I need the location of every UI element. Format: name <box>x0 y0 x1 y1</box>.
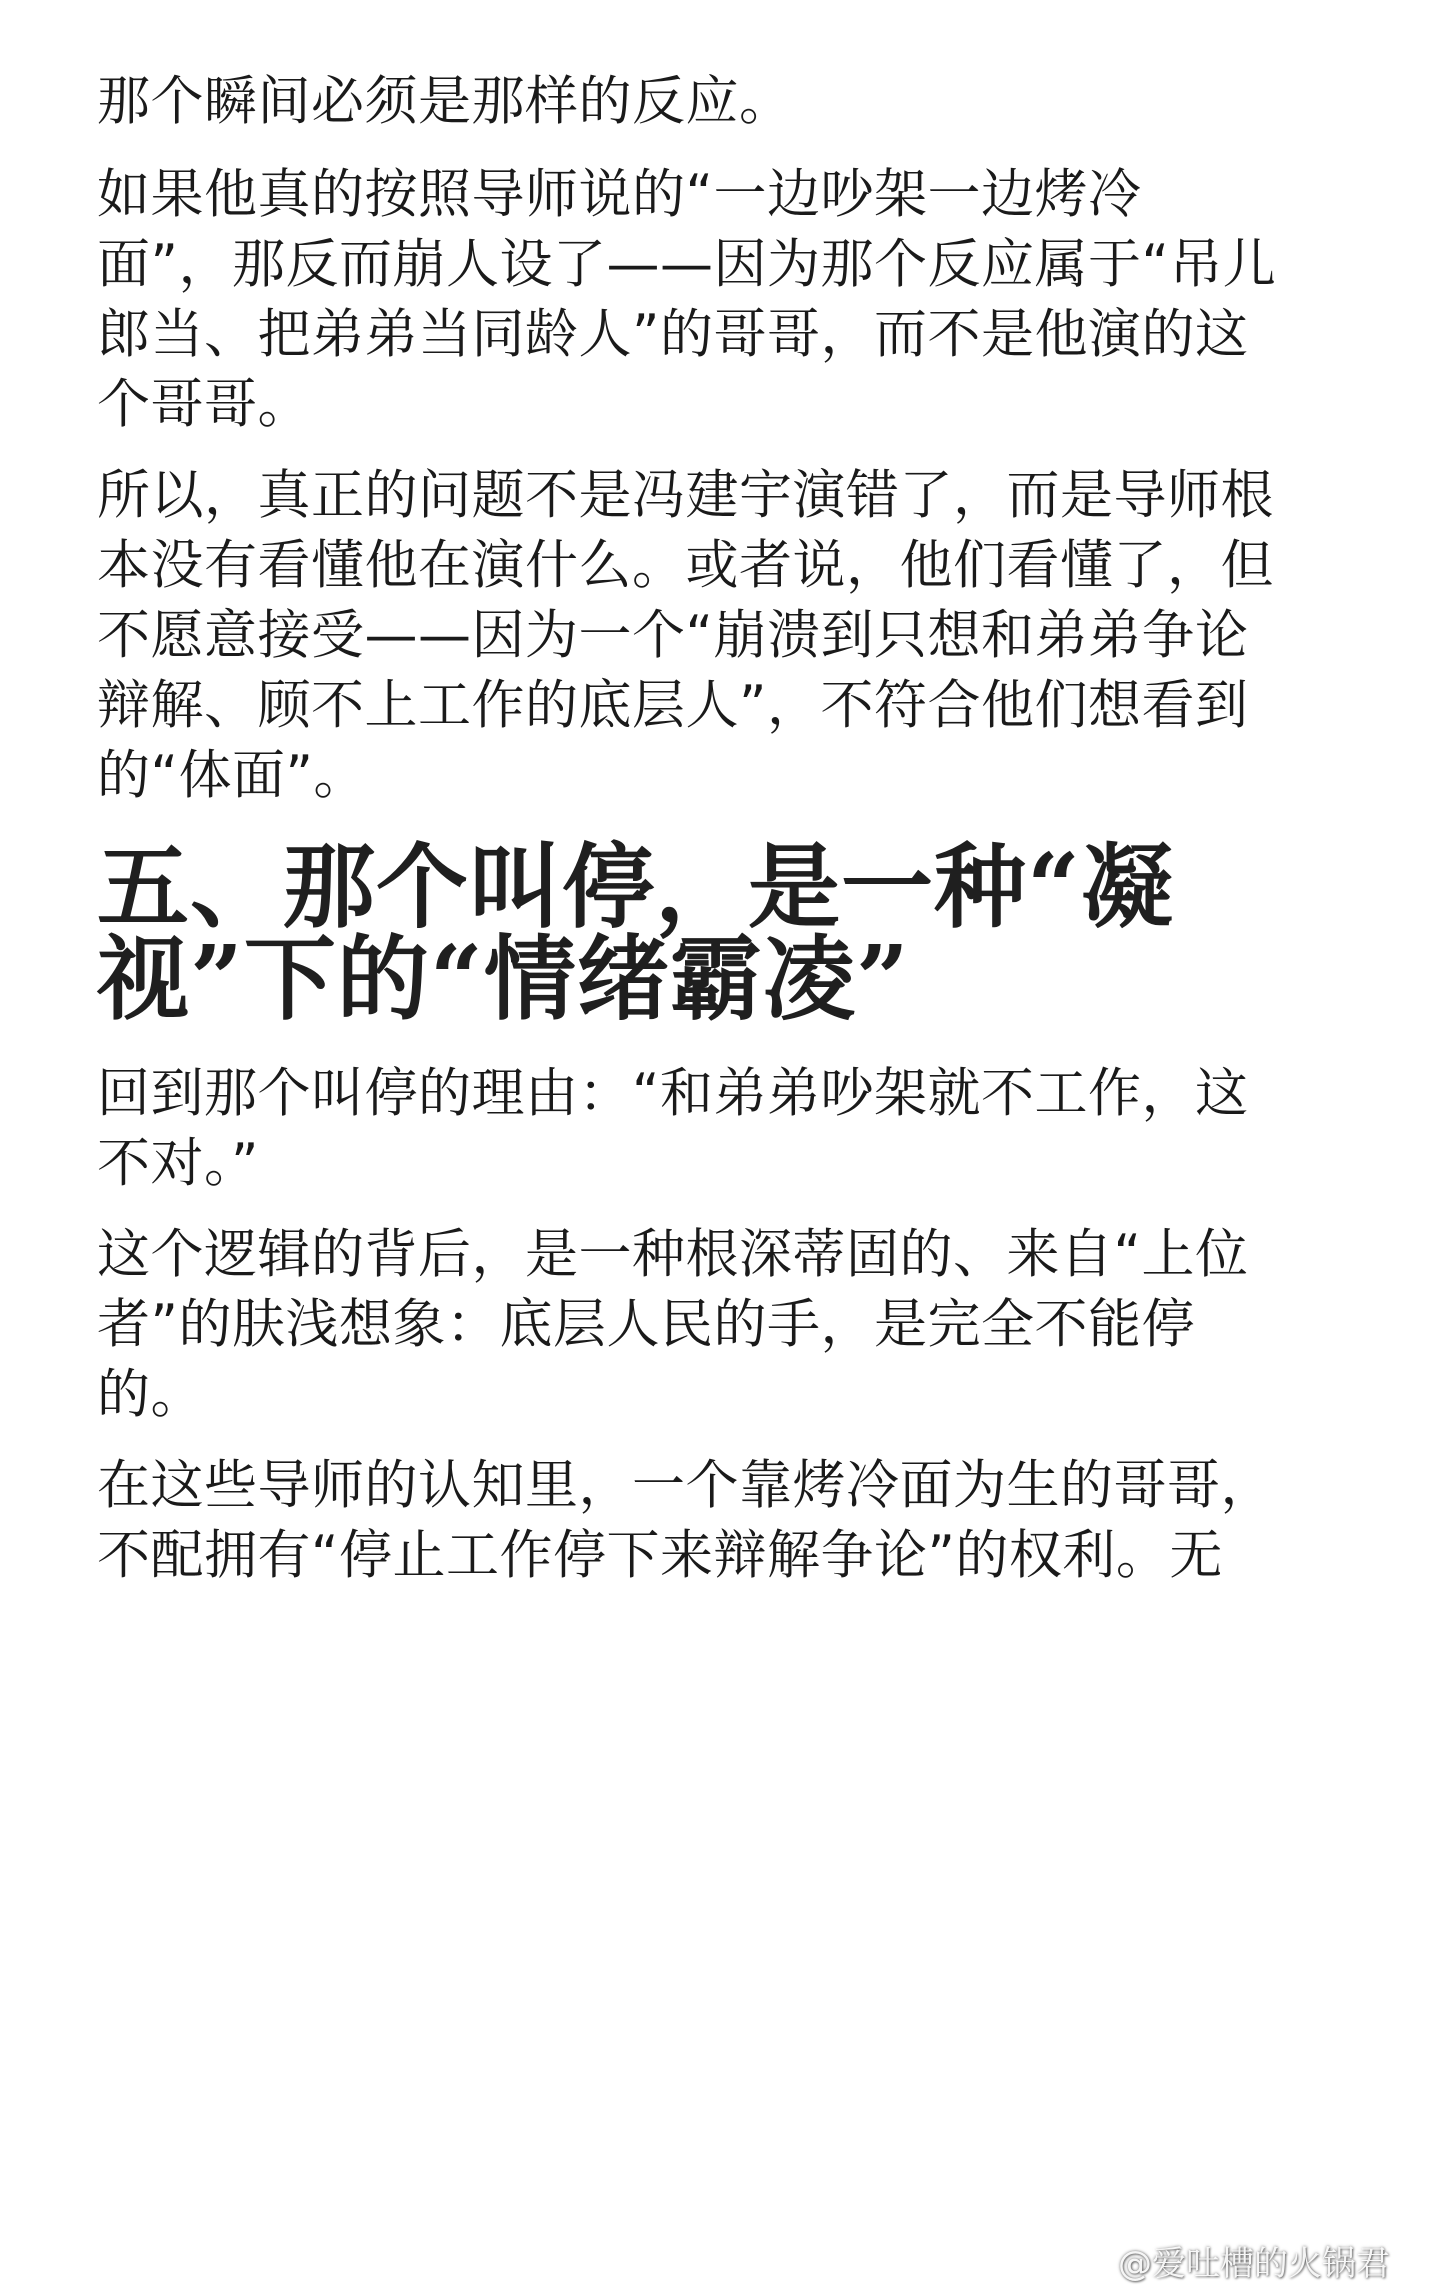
paragraph-4-line-2: 不对。” <box>97 1133 259 1194</box>
paragraph-6-line-1: 在这些导师的认知里，一个靠烤冷面为生的哥哥， <box>97 1455 1274 1516</box>
section-heading-line-1: 五、那个叫停，是一种“凝 <box>97 833 1174 941</box>
paragraph-3-line-5: 的“体面”。 <box>97 745 367 806</box>
paragraph-3-line-2: 本没有看懂他在演什么。或者说，他们看懂了，但 <box>97 535 1274 596</box>
paragraph-4-line-1: 回到那个叫停的理由：“和弟弟吵架就不工作，这 <box>97 1063 1249 1124</box>
paragraph-2-line-4: 个哥哥。 <box>97 374 311 435</box>
paragraph-3-line-3: 不愿意接受——因为一个“崩溃到只想和弟弟争论 <box>97 605 1249 666</box>
weibo-logo-icon <box>1072 2238 1112 2270</box>
paragraph-3-line-1: 所以，真正的问题不是冯建宇演错了，而是导师根 <box>97 465 1274 526</box>
paragraph-5-line-3: 的。 <box>97 1364 204 1425</box>
watermark-text: @爱吐槽的火锅君 <box>1118 2244 1390 2284</box>
paragraph-2-line-3: 郎当、把弟弟当同龄人”的哥哥，而不是他演的这 <box>97 304 1249 365</box>
paragraph-2-line-1: 如果他真的按照导师说的“一边吵架一边烤冷 <box>97 164 1142 225</box>
section-heading-line-2: 视”下的“情绪霸凌” <box>97 925 910 1033</box>
paragraph-3-line-4: 辩解、顾不上工作的底层人”，不符合他们想看到 <box>97 675 1249 736</box>
paragraph-5-line-2: 者”的肤浅想象：底层人民的手，是完全不能停 <box>97 1294 1195 1355</box>
paragraph-2-line-2: 面”，那反而崩人设了——因为那个反应属于“吊儿 <box>97 234 1277 295</box>
paragraph-1-line-1: 那个瞬间必须是那样的反应。 <box>97 71 793 132</box>
paragraph-6-line-2: 不配拥有“停止工作停下来辩解争论”的权利。无 <box>97 1525 1223 1586</box>
paragraph-5-line-1: 这个逻辑的背后，是一种根深蒂固的、来自“上位 <box>97 1224 1249 1285</box>
